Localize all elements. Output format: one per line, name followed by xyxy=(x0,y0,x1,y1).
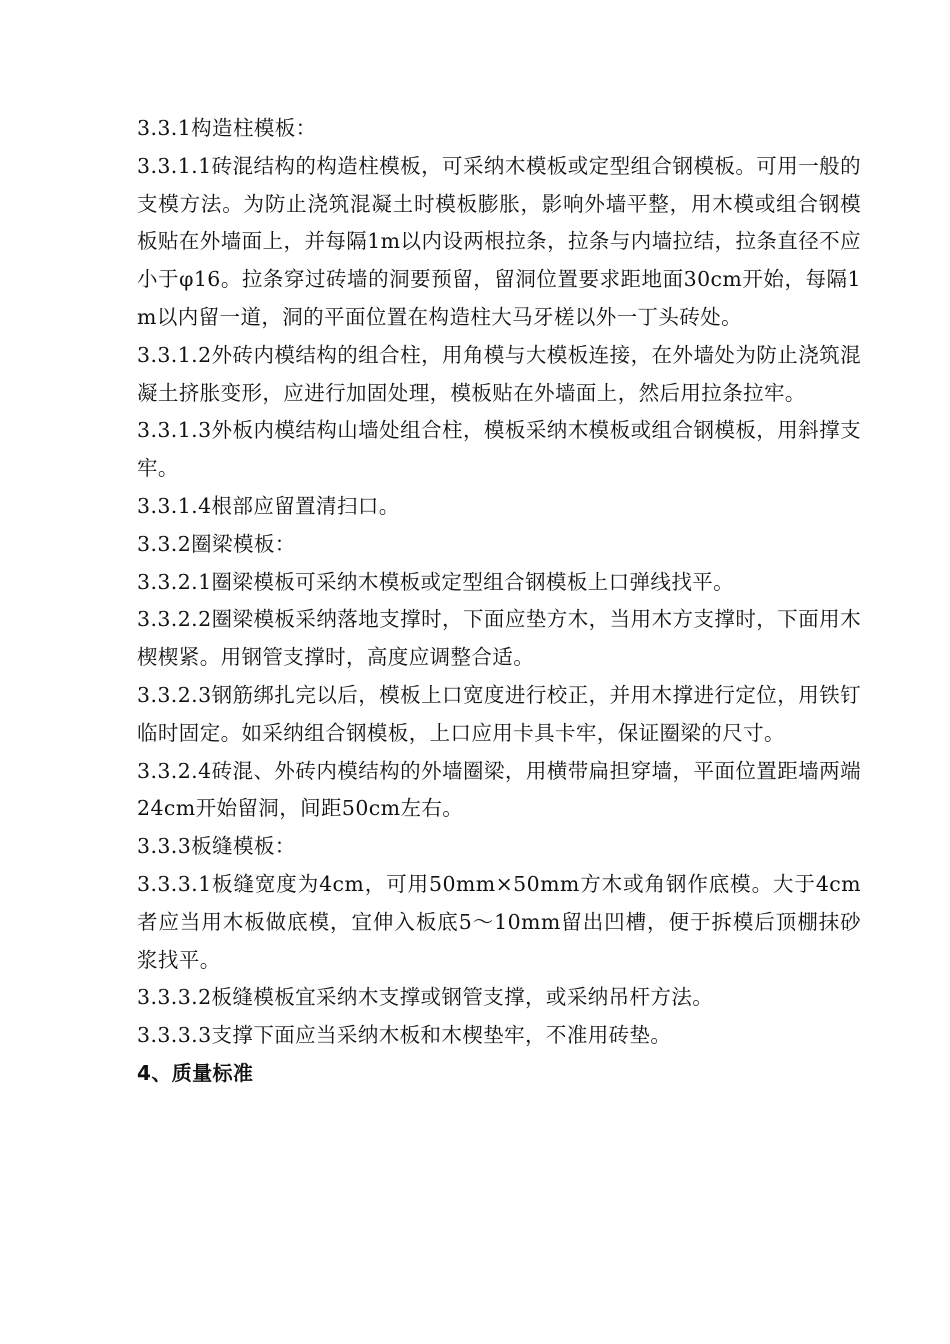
heading-3-3-1: 3.3.1构造柱模板： xyxy=(137,116,317,140)
document-body xyxy=(137,110,861,1093)
paragraph-3-3-2-2: 3.3.2.2圈梁模板采纳落地支撑时，下面应垫方木，当用木方支撑时，下面用木楔楔紧。用钢管支撑时，高度应调整合适。 xyxy=(137,607,861,670)
paragraph-3-3-1-1: 3.3.1.1砖混结构的构造柱模板，可采纳木模板或定型组合钢模板。可用一般的支模方法。为防止浇筑混凝土时模板膨胀，影响外墙平整，用木模或组合钢模板贴在外墙面上，并每隔1m以内设两根拉条，拉条与内墙拉结，拉条直径不应小于φ16。拉条穿过砖墙的洞要预留，留洞位置要求距地面30cm开始，每隔1m以内留一道，洞的平面位置在构造柱大马牙槎以外一丁头砖处。 xyxy=(137,153,861,329)
paragraph-3-3-2-4: 3.3.2.4砖混、外砖内模结构的外墙圈梁，用横带扁担穿墙，平面位置距墙两端24cm开始留洞，间距50cm左右。 xyxy=(137,758,861,821)
paragraph-3-3-1-4: 3.3.1.4根部应留置清扫口。 xyxy=(137,493,400,518)
paragraph-3-3-2-1: 3.3.2.1圈梁模板可采纳木模板或定型组合钢模板上口弹线找平。 xyxy=(137,569,735,594)
heading-3-3-3: 3.3.3板缝模板： xyxy=(137,834,296,859)
heading-3-3-2: 3.3.2圈梁模板： xyxy=(137,531,296,556)
paragraph-3-3-1-2: 3.3.1.2外砖内模结构的组合柱，用角模与大模板连接，在外墙处为防止浇筑混凝土挤胀变形，应进行加固处理，模板贴在外墙面上，然后用拉条拉牢。 xyxy=(137,342,861,405)
paragraph-3-3-3-3: 3.3.3.3支撑下面应当采纳木板和木楔垫牢，不准用砖垫。 xyxy=(137,1023,672,1048)
paragraph-3-3-3-2: 3.3.3.2板缝模板宜采纳木支撑或钢管支撑，或采纳吊杆方法。 xyxy=(137,985,714,1010)
paragraph-3-3-1-3: 3.3.1.3外板内模结构山墙处组合柱，模板采纳木模板或组合钢模板，用斜撑支牢。 xyxy=(137,418,861,481)
paragraph-3-3-2-3: 3.3.2.3钢筋绑扎完以后，模板上口宽度进行校正，并用木撑进行定位，用铁钉临时固定。如采纳组合钢模板，上口应用卡具卡牢，保证圈梁的尺寸。 xyxy=(137,682,861,745)
paragraph-3-3-3-1: 3.3.3.1板缝宽度为4cm，可用50mm×50mm方木或角钢作底模。大于4cm者应当用木板做底模，宜伸入板底5～10mm留出凹槽，便于拆模后顶棚抹砂浆找平。 xyxy=(137,871,861,972)
section-heading-quality-standard: 4、质量标准 xyxy=(137,1060,254,1085)
